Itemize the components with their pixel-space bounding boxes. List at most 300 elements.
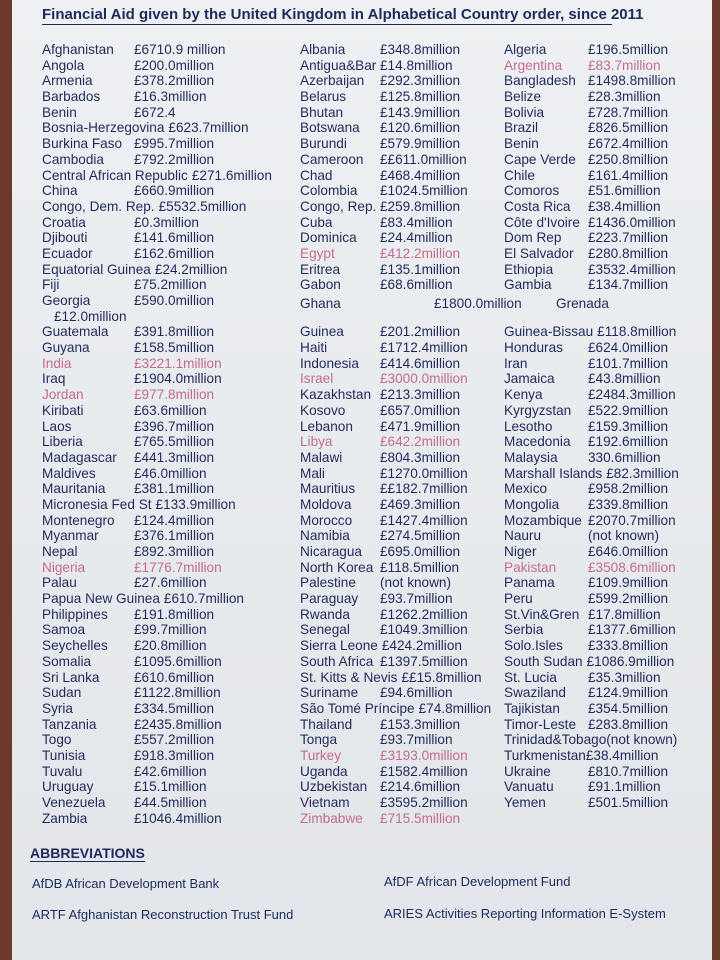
country-amount: £118.5million <box>380 559 460 575</box>
country-name: Kenya <box>504 387 543 403</box>
country-amount: £223.7million <box>588 230 669 246</box>
country-amount: £1800.0million <box>434 296 522 311</box>
country-name: Costa Rica <box>504 198 571 214</box>
country-name: Guatemala <box>42 324 109 340</box>
country-row <box>504 215 704 231</box>
country-name: Botswana <box>300 120 360 136</box>
country-amount: £135.1million <box>380 261 461 277</box>
country-row <box>42 638 292 654</box>
country-amount: £424.2million <box>381 638 462 654</box>
country-amount: £579.9million <box>380 136 461 152</box>
country-name: Israel <box>300 371 334 387</box>
country-amount: £200.0million <box>134 57 215 73</box>
country-row <box>300 403 510 419</box>
country-row <box>42 544 292 560</box>
country-name: Equatorial Guinea <box>42 261 151 277</box>
country-row <box>504 105 704 121</box>
country-amount: £124.4million <box>134 512 215 528</box>
country-name: Chad <box>300 167 333 183</box>
country-name: St. Lucia <box>504 669 557 685</box>
country-amount: £158.5million <box>134 340 215 356</box>
country-name: Suriname <box>300 685 359 701</box>
country-name: Lesotho <box>504 418 553 434</box>
country-amount: ££611.0million <box>380 151 467 167</box>
country-name: Afghanistan <box>42 42 114 57</box>
country-row <box>42 324 292 340</box>
abbreviation-item: AfDB African Development Bank <box>32 876 220 891</box>
country-name: Tajikistan <box>504 700 560 716</box>
country-row <box>42 795 292 811</box>
country-amount: £24.4million <box>380 230 453 246</box>
country-amount: £1427.4million <box>380 512 468 528</box>
country-name: Maldives <box>42 465 96 481</box>
country-amount: £333.8million <box>588 638 669 654</box>
country-amount: £3221.1million <box>134 355 222 371</box>
country-column-1 <box>42 42 292 826</box>
country-amount: £143.9million <box>380 104 461 120</box>
country-amount: £1122.8million <box>134 685 221 701</box>
country-row <box>42 356 292 372</box>
country-amount: £2070.7million <box>588 512 676 528</box>
country-amount: £213.3million <box>380 387 461 403</box>
country-name: Kazakhstan <box>300 387 372 403</box>
country-name: Trinidad&Tobago <box>504 732 607 748</box>
country-row <box>300 670 510 686</box>
country-row <box>504 73 704 89</box>
country-name: Bhutan <box>300 104 344 120</box>
country-name: Marshall Islands <box>504 465 603 481</box>
country-amount: £471.9million <box>380 418 461 434</box>
country-name: Croatia <box>42 214 86 230</box>
country-amount: £120.6million <box>380 120 461 136</box>
country-amount: £1270.0million <box>380 465 468 481</box>
country-name: Benin <box>504 136 539 152</box>
country-name: Thailand <box>300 716 353 732</box>
country-name: Colombia <box>300 183 358 199</box>
country-row <box>300 183 510 199</box>
country-name: Djibouti <box>42 230 88 246</box>
country-amount: £590.0million <box>134 293 215 308</box>
country-amount: £118.8million <box>597 324 677 340</box>
country-name: Uruguay <box>42 779 94 795</box>
country-amount: £657.0million <box>380 402 461 418</box>
country-row <box>42 152 292 168</box>
country-row <box>504 89 704 105</box>
country-row <box>504 246 704 262</box>
country-row <box>504 654 704 670</box>
country-row <box>300 544 510 560</box>
country-amount: £75.2million <box>134 277 207 293</box>
country-amount: £348.8million <box>380 42 461 57</box>
country-amount: £715.5million <box>380 810 461 826</box>
country-row <box>42 732 292 748</box>
country-name: Barbados <box>42 89 101 105</box>
country-amount: £17.8million <box>588 606 661 622</box>
country-name: Gambia <box>504 277 552 293</box>
country-name: Jamaica <box>504 371 555 387</box>
country-row <box>300 434 510 450</box>
country-name: Bolivia <box>504 104 545 120</box>
country-amount: £292.3million <box>380 73 461 89</box>
country-row <box>504 575 704 591</box>
country-amount: £125.8million <box>380 89 461 105</box>
country-name: Grenada <box>556 296 609 311</box>
country-amount: £1582.4million <box>380 763 468 779</box>
country-row <box>504 748 704 764</box>
country-name: Albania <box>300 42 346 57</box>
country-name: São Tomé Príncipe <box>300 700 415 716</box>
country-name: Pakistan <box>504 559 557 575</box>
country-name: Somalia <box>42 653 92 669</box>
country-name: Macedonia <box>504 434 571 450</box>
country-name: Panama <box>504 575 555 591</box>
country-amount: £38.4million <box>585 747 659 763</box>
country-row <box>300 481 510 497</box>
country-row <box>42 199 292 215</box>
country-amount: £3595.2million <box>380 795 468 810</box>
country-amount: £93.7million <box>380 732 453 748</box>
country-amount: £124.9million <box>588 685 669 701</box>
country-row <box>300 654 510 670</box>
country-amount: £27.6million <box>134 575 207 591</box>
country-amount: £599.2million <box>588 591 669 607</box>
country-name: Laos <box>42 418 72 434</box>
country-amount: 330.6million <box>588 449 661 465</box>
country-row <box>42 670 292 686</box>
abbreviations-heading: ABBREVIATIONS <box>30 845 145 861</box>
country-amount: £3193.0million <box>380 747 468 763</box>
country-amount: £391.8million <box>134 324 215 340</box>
country-row <box>42 560 292 576</box>
country-name: Timor-Leste <box>504 716 577 732</box>
country-row <box>300 58 510 74</box>
country-amount: £642.2million <box>380 434 461 450</box>
country-amount: £68.6million <box>380 277 453 293</box>
country-amount: £522.9million <box>588 402 669 418</box>
country-name: Madagascar <box>42 449 117 465</box>
country-amount: £792.2million <box>134 151 215 167</box>
country-row <box>42 513 292 529</box>
country-row <box>300 685 510 701</box>
country-row <box>300 513 510 529</box>
country-row <box>42 685 292 701</box>
page-title: Financial Aid given by the United Kingdom in Alphabetical Country order, since 2011 <box>42 6 644 23</box>
country-row <box>42 701 292 717</box>
country-amount: £810.7million <box>588 763 669 779</box>
country-amount: £141.6million <box>134 230 215 246</box>
country-name: North Korea <box>300 559 374 575</box>
country-name: Tuvalu <box>42 763 83 779</box>
country-amount: £93.7million <box>380 591 453 607</box>
country-row <box>504 356 704 372</box>
country-name: South Sudan <box>504 653 583 669</box>
country-row <box>504 779 704 795</box>
country-row <box>42 748 292 764</box>
country-row <box>300 732 510 748</box>
country-amount: £995.7million <box>134 136 215 152</box>
country-name: Turkey <box>300 747 342 763</box>
country-name: Bosnia-Herzegovina <box>42 120 165 136</box>
country-row <box>504 340 704 356</box>
country-row <box>42 528 292 544</box>
country-row <box>300 717 510 733</box>
country-row <box>504 607 704 623</box>
country-name: Egypt <box>300 245 335 261</box>
country-amount: (not known) <box>606 732 678 748</box>
country-row <box>300 356 510 372</box>
country-row <box>504 324 704 340</box>
country-amount: £728.7million <box>588 104 669 120</box>
country-row <box>504 403 704 419</box>
country-amount: £646.0million <box>588 544 669 559</box>
country-name: Vietnam <box>300 795 350 810</box>
country-row <box>504 481 704 497</box>
country-row <box>42 811 292 827</box>
country-row <box>504 42 704 58</box>
country-amount: (not known) <box>380 575 452 591</box>
country-amount: £280.8million <box>588 245 669 261</box>
country-row <box>504 717 704 733</box>
country-row <box>504 120 704 136</box>
country-name: Antigua&Bar <box>300 57 377 73</box>
country-name: Rwanda <box>300 606 350 622</box>
country-name: Zambia <box>42 810 88 826</box>
country-row <box>300 89 510 105</box>
country-amount: £1712.4million <box>380 340 468 356</box>
abbreviation-item: ARIES Activities Reporting Information E-System <box>384 906 666 921</box>
country-row <box>42 387 292 403</box>
country-amount: £3000.0million <box>380 371 468 387</box>
country-amount: £918.3million <box>134 747 215 763</box>
country-amount: £412.2million <box>380 245 461 261</box>
country-row <box>300 324 510 340</box>
country-row <box>42 168 292 184</box>
country-row <box>42 403 292 419</box>
country-amount: £12.0million <box>54 308 127 324</box>
country-name: Belarus <box>300 89 347 105</box>
country-row <box>300 277 510 293</box>
country-name: Malaysia <box>504 449 558 465</box>
country-amount: £274.5million <box>380 528 461 544</box>
country-name: Burkina Faso <box>42 136 123 152</box>
country-amount: (not known) <box>588 528 660 544</box>
country-row <box>504 513 704 529</box>
country-name: Belize <box>504 89 542 105</box>
country-amount: £624.0million <box>588 340 669 356</box>
country-name: Chile <box>504 167 535 183</box>
country-amount: £6710.9 million <box>134 42 226 57</box>
country-amount: £214.6million <box>380 779 461 795</box>
country-row <box>300 795 510 811</box>
country-name: Ghana <box>300 296 341 311</box>
country-amount: £51.6million <box>588 183 661 199</box>
country-amount: £99.7million <box>134 622 207 638</box>
country-row <box>504 497 704 513</box>
row-spacer <box>504 309 704 325</box>
country-amount: £192.6million <box>588 434 669 450</box>
country-name: Turkmenistan <box>504 747 586 763</box>
country-amount: £20.8million <box>134 638 207 654</box>
country-amount: £672.4 <box>134 104 176 120</box>
country-name: Georgia <box>42 293 91 308</box>
country-row <box>42 466 292 482</box>
country-row <box>300 779 510 795</box>
country-name: Mauritius <box>300 481 356 497</box>
row-spacer <box>300 309 510 325</box>
country-name: Peru <box>504 591 533 607</box>
country-row <box>300 591 510 607</box>
country-name: Nauru <box>504 528 542 544</box>
country-amount: £153.3million <box>380 716 461 732</box>
country-name: Bangladesh <box>504 73 576 89</box>
country-row <box>300 419 510 435</box>
country-row <box>300 466 510 482</box>
country-name: Algeria <box>504 42 547 57</box>
country-row <box>42 340 292 356</box>
country-name: Mexico <box>504 481 548 497</box>
country-amount: £765.5million <box>134 434 215 450</box>
country-row <box>504 638 704 654</box>
country-amount: £354.5million <box>588 700 669 716</box>
country-amount: £1024.5million <box>380 183 468 199</box>
country-amount: £38.4million <box>588 198 661 214</box>
country-name: Sierra Leone <box>300 638 378 654</box>
country-name: Moldova <box>300 496 352 512</box>
country-row <box>42 419 292 435</box>
country-amount: £191.8million <box>134 606 215 622</box>
country-amount: £162.6million <box>134 245 215 261</box>
country-name: Nicaragua <box>300 544 362 559</box>
country-name: Mali <box>300 465 325 481</box>
country-name: El Salvador <box>504 245 574 261</box>
country-amount: £91.1million <box>588 779 661 795</box>
country-name: Uganda <box>300 763 348 779</box>
country-name: Armenia <box>42 73 93 89</box>
country-amount: £3532.4million <box>588 261 676 277</box>
country-name: Micronesia Fed St <box>42 496 152 512</box>
country-name: Dom Rep <box>504 230 562 246</box>
country-amount: £1397.5million <box>380 653 468 669</box>
country-amount: £1776.7million <box>134 559 222 575</box>
country-row <box>42 497 292 513</box>
country-name: Kosovo <box>300 402 346 418</box>
country-amount: £201.2million <box>380 324 461 340</box>
country-name: Angola <box>42 57 85 73</box>
country-name: Comoros <box>504 183 560 199</box>
country-row <box>42 215 292 231</box>
country-row <box>300 764 510 780</box>
country-name: Guyana <box>42 340 90 356</box>
country-name: Samoa <box>42 622 86 638</box>
country-row <box>504 58 704 74</box>
country-amount: £2435.8million <box>134 716 222 732</box>
country-row <box>504 622 704 638</box>
country-amount: £1046.4million <box>134 810 222 826</box>
country-row <box>42 183 292 199</box>
country-row <box>42 246 292 262</box>
country-row <box>300 387 510 403</box>
country-name: Guinea <box>300 324 344 340</box>
country-name: Honduras <box>504 340 563 356</box>
country-row <box>42 622 292 638</box>
country-row <box>504 168 704 184</box>
country-row <box>42 371 292 387</box>
country-amount: £469.3million <box>380 496 461 512</box>
country-row <box>300 199 510 215</box>
country-name: Lebanon <box>300 418 353 434</box>
country-row <box>42 434 292 450</box>
country-row <box>504 262 704 278</box>
country-name: Eritrea <box>300 261 341 277</box>
country-row <box>300 262 510 278</box>
country-name: Vanuatu <box>504 779 554 795</box>
country-name: Argentina <box>504 57 563 73</box>
country-amount: £83.7million <box>588 57 661 73</box>
country-amount: ££182.7million <box>380 481 468 497</box>
country-amount: £14.8million <box>380 57 453 73</box>
country-name: Mozambique <box>504 512 582 528</box>
country-amount: £623.7million <box>168 120 249 136</box>
country-row <box>300 560 510 576</box>
country-name: Guinea-Bissau <box>504 324 594 340</box>
country-name: Ethiopia <box>504 261 554 277</box>
country-name: Congo, Dem. Rep. <box>42 198 155 214</box>
country-amount: £376.1million <box>134 528 215 544</box>
country-row <box>42 481 292 497</box>
country-row <box>300 152 510 168</box>
abbreviation-item: AfDF African Development Fund <box>384 874 571 889</box>
country-row <box>42 277 292 293</box>
country-amount: £3508.6million <box>588 559 676 575</box>
country-row <box>300 168 510 184</box>
country-name: Mongolia <box>504 496 560 512</box>
country-amount: £468.4million <box>380 167 461 183</box>
country-name: Seychelles <box>42 638 108 654</box>
country-name: Venezuela <box>42 795 106 810</box>
country-amount: £892.3million <box>134 544 215 559</box>
country-amount: £958.2million <box>588 481 669 497</box>
country-column-3 <box>504 42 704 811</box>
country-amount: £134.7million <box>588 277 669 293</box>
country-name: Papua New Guinea <box>42 591 160 607</box>
country-row <box>300 575 510 591</box>
country-name: Kyrgyzstan <box>504 402 572 418</box>
country-name: Kiribati <box>42 402 84 418</box>
country-amount: £414.6million <box>380 355 461 371</box>
country-name: Serbia <box>504 622 544 638</box>
country-name: Congo, Rep. <box>300 198 377 214</box>
country-amount: £610.7million <box>163 591 244 607</box>
country-name: Mauritania <box>42 481 106 497</box>
country-name: Iraq <box>42 371 66 387</box>
country-row <box>504 387 704 403</box>
country-row <box>42 42 292 58</box>
country-row <box>504 371 704 387</box>
country-row <box>300 73 510 89</box>
country-row <box>504 199 704 215</box>
country-amount: £1049.3million <box>380 622 468 638</box>
country-amount: £24.2million <box>154 261 228 277</box>
country-row <box>42 654 292 670</box>
country-amount: £16.3million <box>134 89 207 105</box>
country-row <box>42 575 292 591</box>
country-row <box>504 544 704 560</box>
country-row <box>504 136 704 152</box>
country-amount: £101.7million <box>588 355 669 371</box>
country-name: Senegal <box>300 622 350 638</box>
country-amount: £63.6million <box>134 402 207 418</box>
country-row <box>300 497 510 513</box>
